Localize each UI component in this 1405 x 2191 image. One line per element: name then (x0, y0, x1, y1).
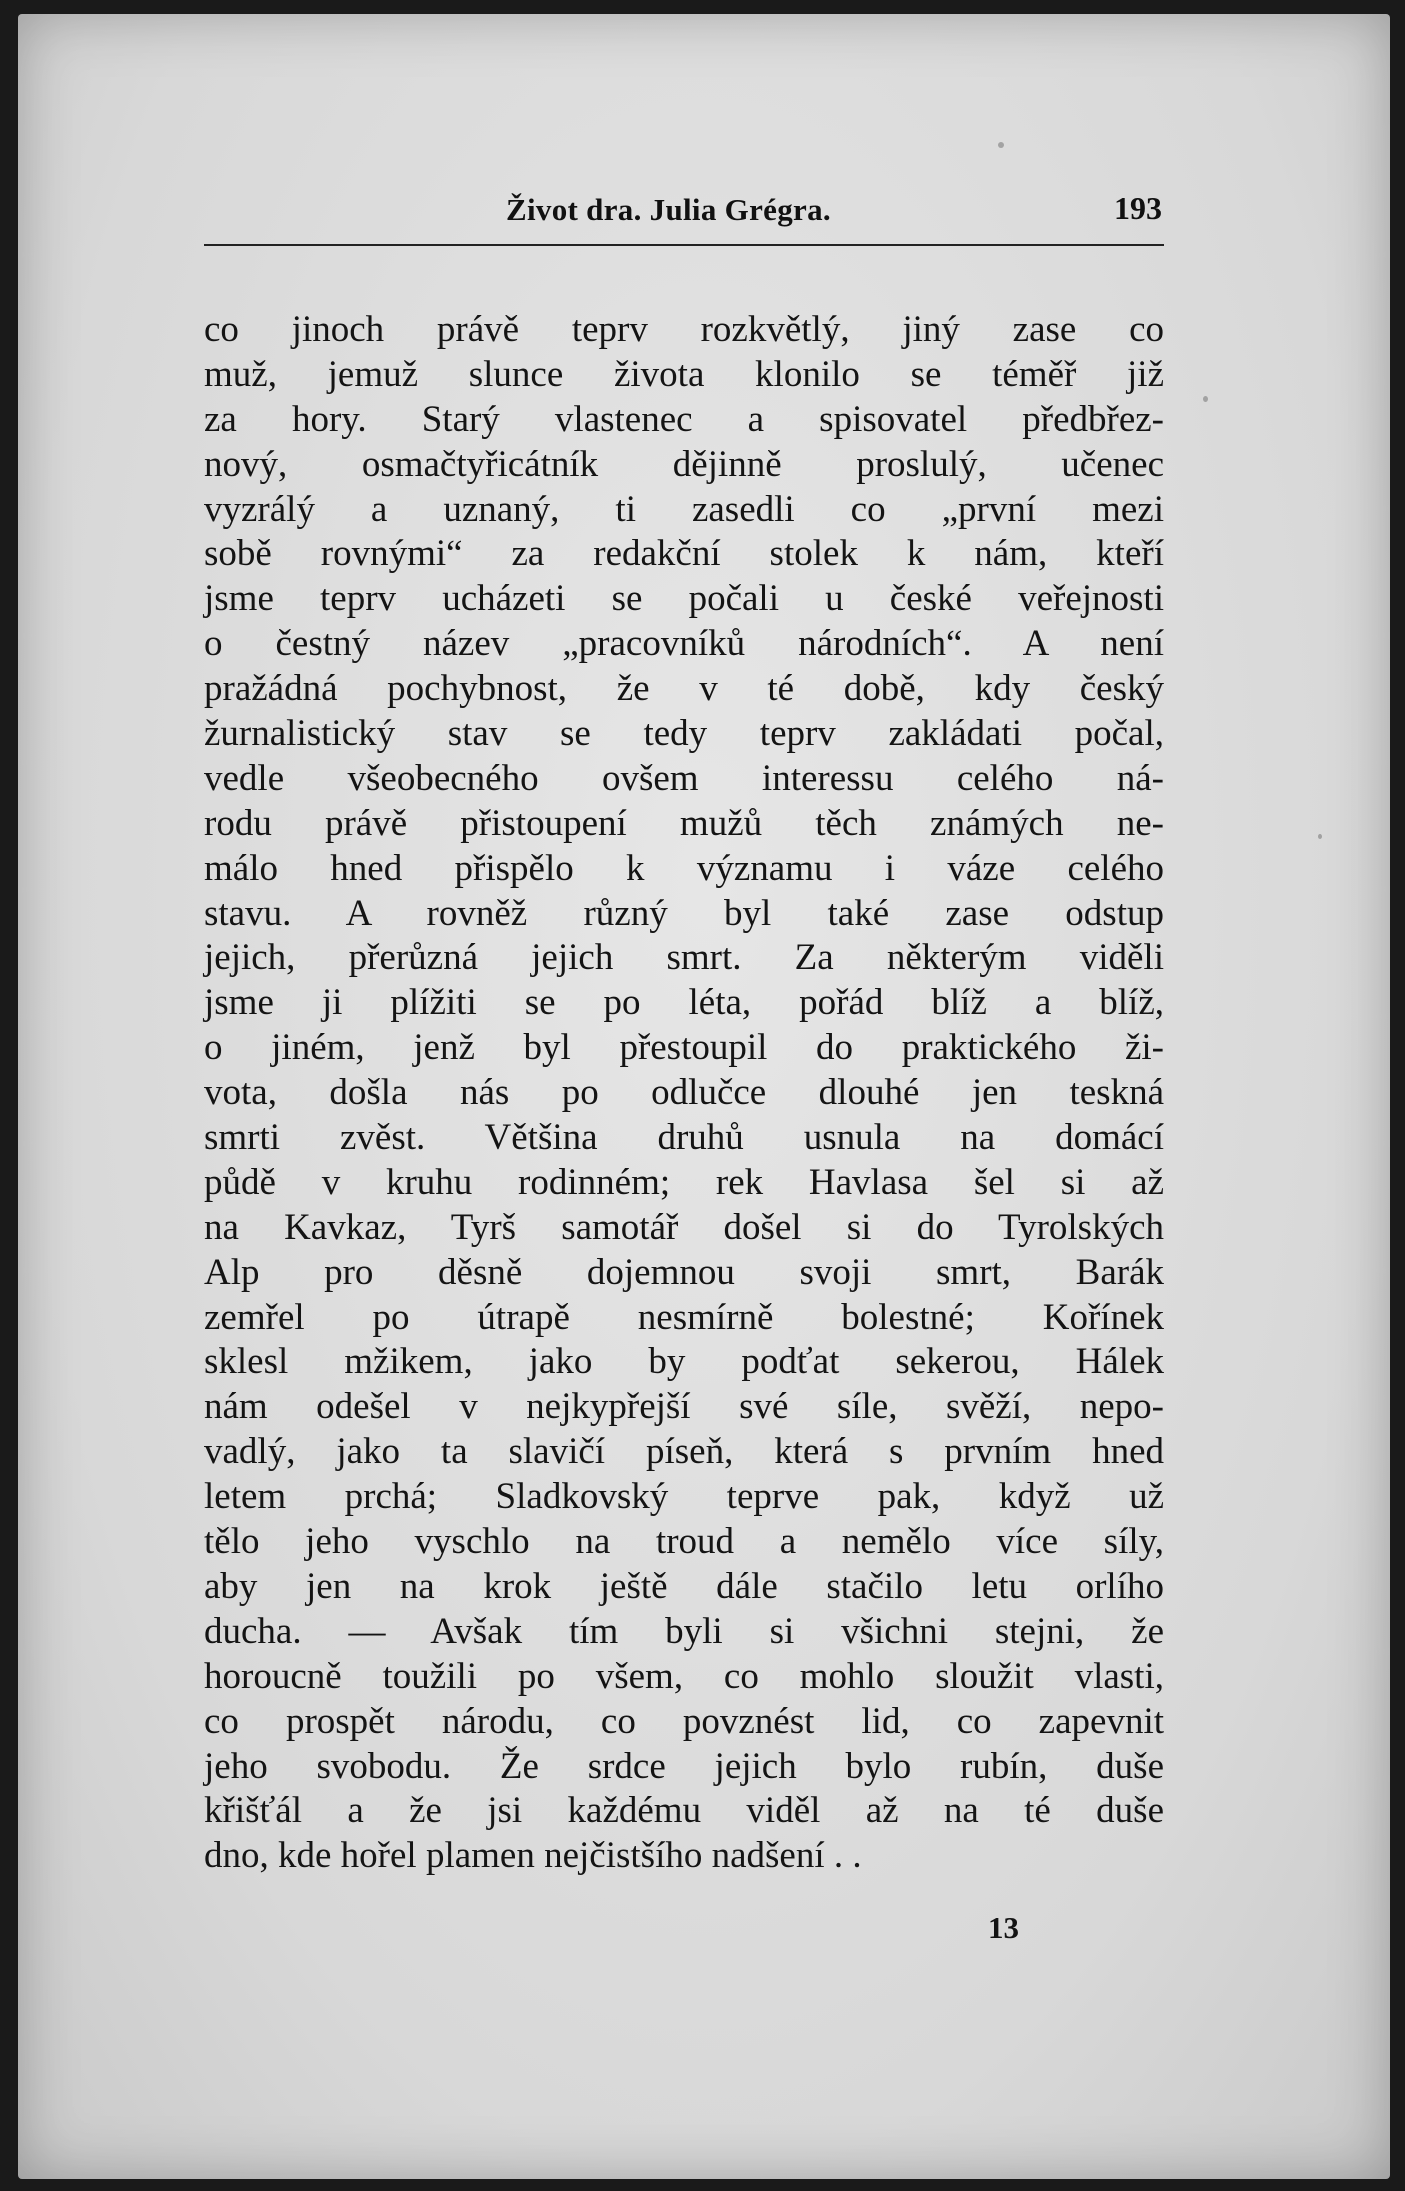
text-line: co jinoch právě teprv rozkvětlý, jiný zase co (204, 309, 1164, 350)
text-line: nám odešel v nejkypřejší své síle, svěží, nepo- (204, 1386, 1164, 1428)
text-line: vota, došla nás po odlučce dlouhé jen teskná (204, 1072, 1164, 1114)
text-line: jsme ji plížiti se po léta, pořád blíž a blíž, (204, 982, 1164, 1024)
page-number: 193 (1114, 190, 1162, 226)
text-line: jejich, přerůzná jejich smrt. Za některým viděli (204, 937, 1164, 979)
text-line: dno, kde hořel plamen nejčistšího nadšení . . (204, 1835, 862, 1877)
text-line: o jiném, jenž byl přestoupil do praktického ži- (204, 1027, 1164, 1069)
text-line: křišťál a že jsi každému viděl až na té duše (204, 1790, 1164, 1832)
text-line: smrti zvěst. Většina druhů usnula na domácí (204, 1117, 1164, 1159)
text-line: nový, osmačtyřicátník dějinně proslulý, učenec (204, 443, 1164, 485)
text-line: co prospět národu, co povznést lid, co zapevnit (204, 1700, 1164, 1742)
running-title: Život dra. Julia Grégra. (506, 192, 831, 227)
text-line: Alp pro děsně dojemnou svoji smrt, Barák (204, 1251, 1164, 1293)
text-line: stavu. A rovněž různý byl také zase odstup (204, 892, 1164, 934)
text-line: vadlý, jako ta slavičí píseň, která s prvním hned (204, 1431, 1164, 1473)
text-line: jsme teprv ucházeti se počali u české veřejnosti (204, 578, 1164, 620)
text-line: půdě v kruhu rodinném; rek Havlasa šel si až (204, 1161, 1164, 1203)
text-line: letem prchá; Sladkovský teprve pak, když už (204, 1476, 1164, 1518)
book-page (18, 14, 1390, 2179)
text-line: zemřel po útrapě nesmírně bolestné; Kořínek (204, 1296, 1164, 1338)
text-line: muž, jemuž slunce života klonilo se téměř již (204, 353, 1164, 395)
text-line: horoucně toužili po všem, co mohlo sloužit vlasti, (204, 1655, 1164, 1697)
signature-mark: 13 (988, 1910, 1019, 1945)
text-line: pražádná pochybnost, že v té době, kdy český (204, 668, 1164, 710)
text-line: na Kavkaz, Tyrš samotář došel si do Tyrolských (204, 1206, 1164, 1248)
text-line: o čestný název „pracovníků národních“. A není (204, 623, 1164, 665)
text-line: vedle všeobecného ovšem interessu celého ná- (204, 757, 1164, 799)
dust-speck (998, 142, 1004, 148)
text-line: žurnalistický stav se tedy teprv zakládati počal, (204, 713, 1164, 755)
text-line: sklesl mžikem, jako by podťat sekerou, Hálek (204, 1341, 1164, 1383)
text-line: za hory. Starý vlastenec a spisovatel předbřez- (204, 398, 1164, 440)
text-line: tělo jeho vyschlo na troud a nemělo více síly, (204, 1521, 1164, 1563)
text-line: ducha. — Avšak tím byli si všichni stejni, že (204, 1610, 1164, 1652)
running-header (204, 186, 1164, 246)
text-line: málo hned přispělo k významu i váze celého (204, 847, 1164, 889)
dust-speck (1318, 834, 1322, 839)
dust-speck (1203, 396, 1208, 402)
text-line: aby jen na krok ještě dále stačilo letu orlího (204, 1565, 1164, 1607)
body-text (204, 308, 1164, 1879)
text-line: rodu právě přistoupení mužů těch známých ne- (204, 802, 1164, 844)
text-line: sobě rovnými“ za redakční stolek k nám, kteří (204, 533, 1164, 575)
text-line: jeho svobodu. Že srdce jejich bylo rubín, duše (204, 1745, 1164, 1787)
text-line: vyzrálý a uznaný, ti zasedli co „první mezi (204, 488, 1164, 530)
